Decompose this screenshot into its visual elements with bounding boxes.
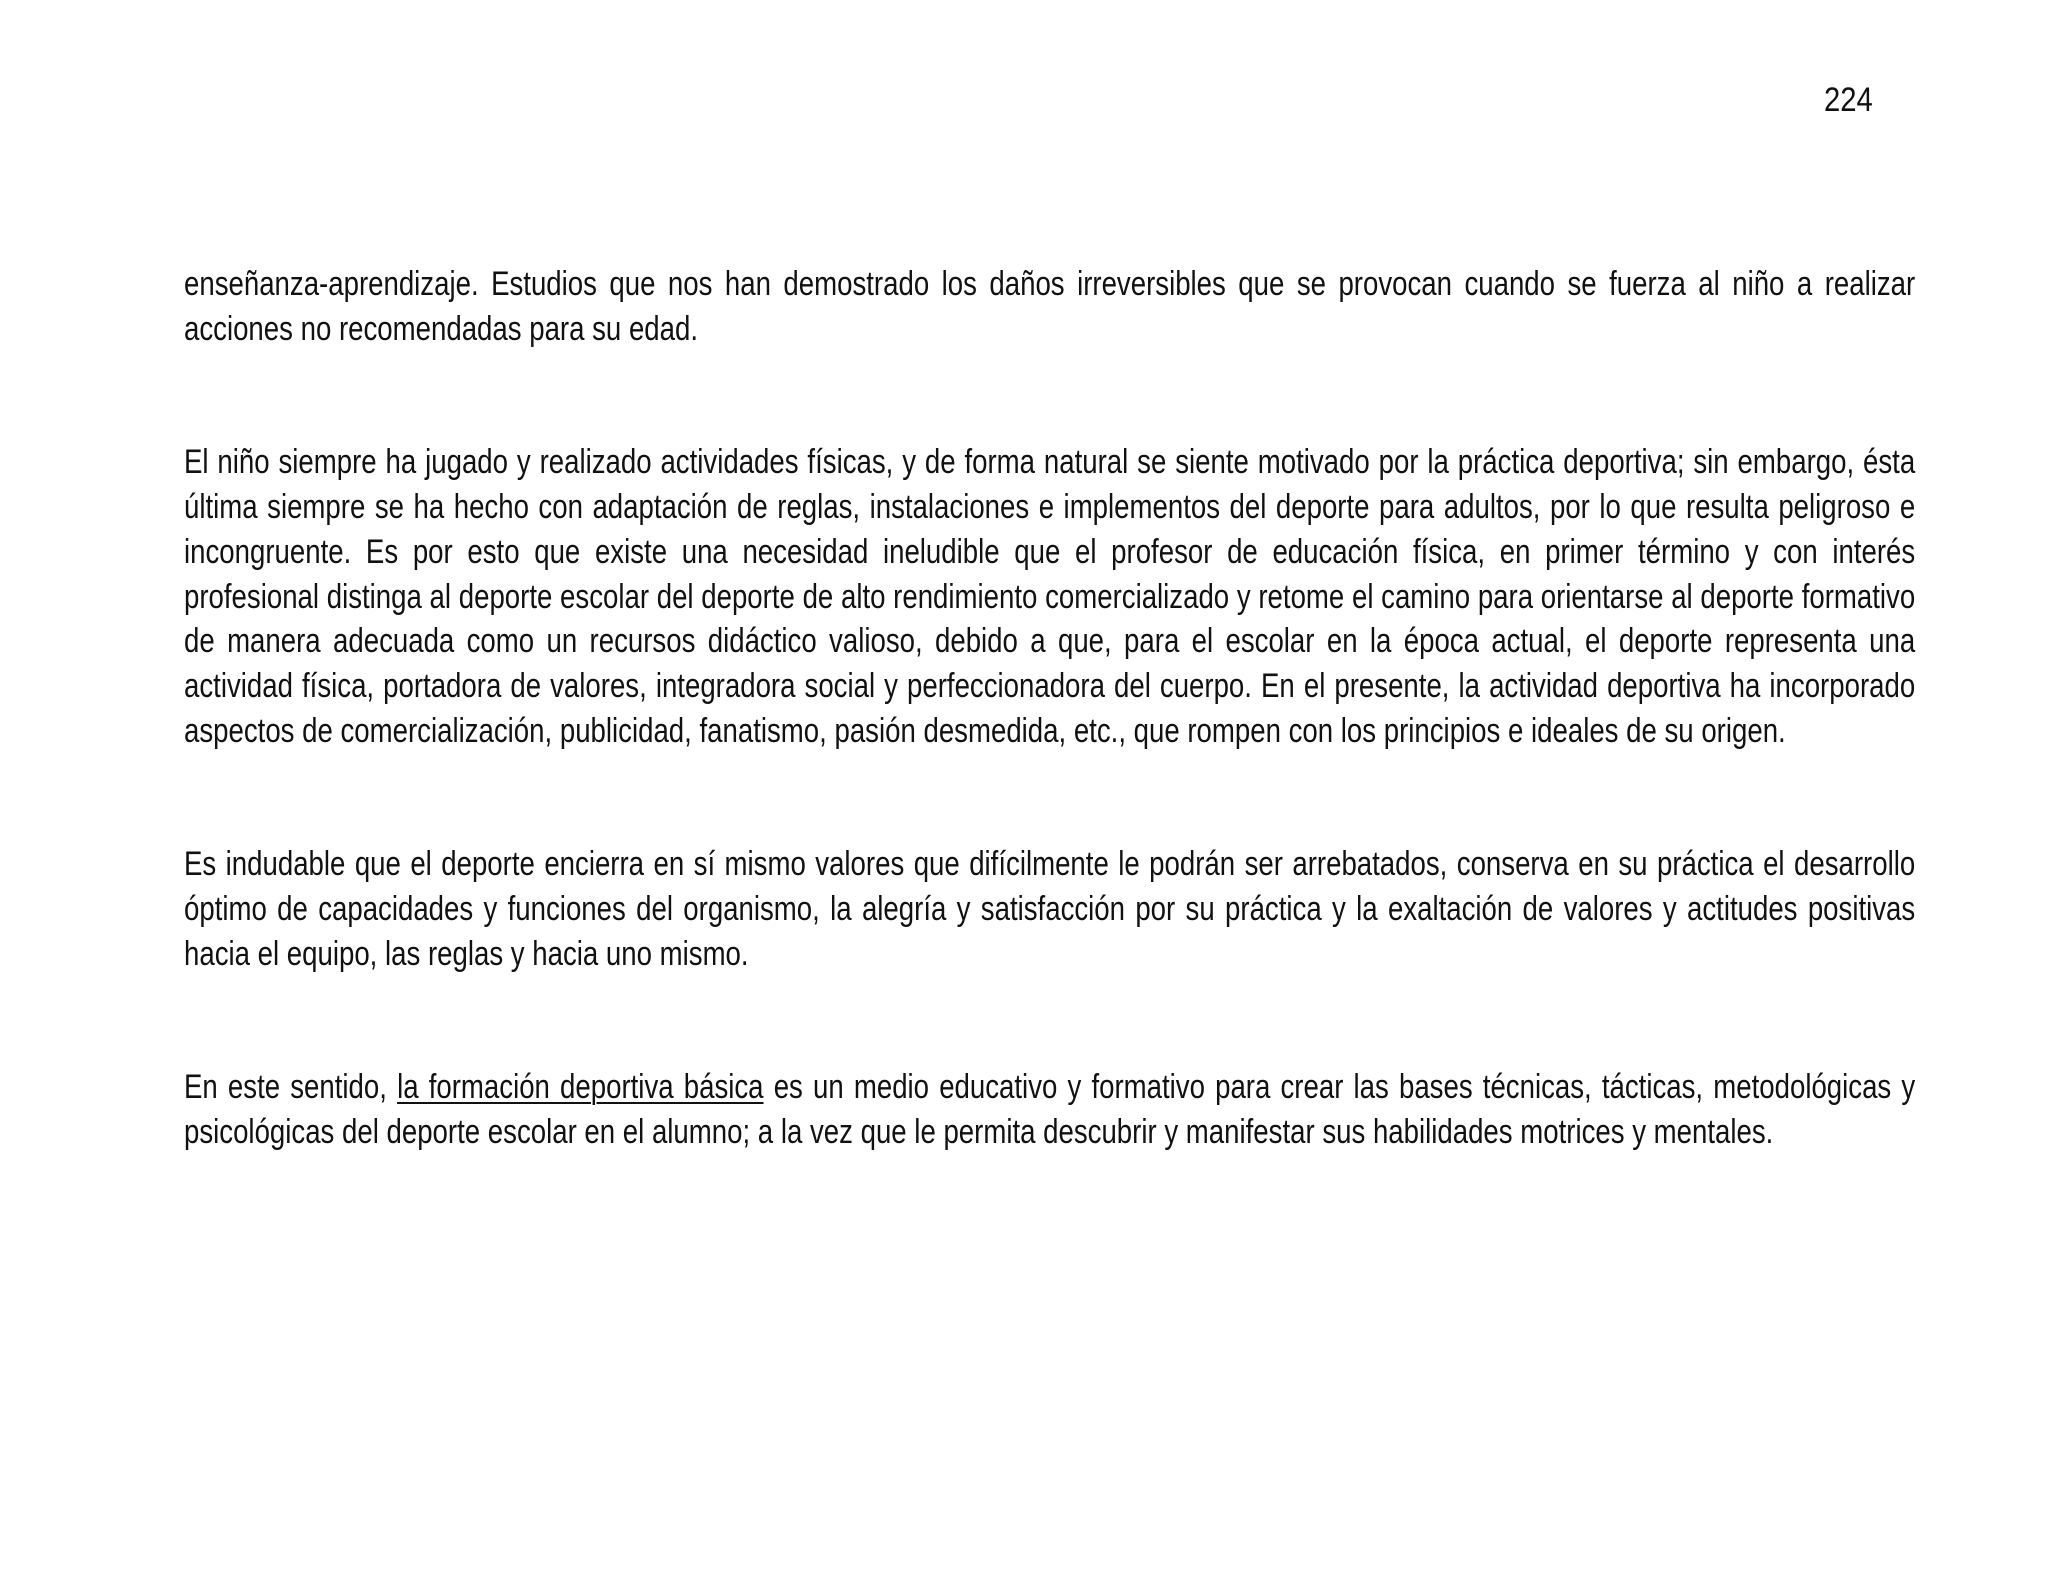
body-text bbox=[184, 262, 1915, 1155]
paragraph-2: El niño siempre ha jugado y realizado actividades físicas, y de forma natural se siente motivado por la práctica deportiva; sin embargo, ésta última siempre se ha hecho con adaptación de reglas, instalaciones e implementos del deporte para adultos, por lo que resulta peligroso e incongruente. Es por esto que existe una necesidad ineludible que el profesor de educación física, en primer término y con interés profesional distinga al deporte escolar del deporte de alto rendimiento comercializado y retome el camino para orientarse al deporte formativo de manera adecuada como un recursos didáctico valioso, debido a que, para el escolar en la época actual, el deporte representa una actividad física, portadora de valores, integradora social y perfeccionadora del cuerpo. En el presente, la actividad deportiva ha incorporado aspectos de comercialización, publicidad, fanatismo, pasión desmedida, etc., que rompen con los principios e ideales de su origen. bbox=[184, 443, 1916, 750]
paragraph-1: enseñanza-aprendizaje. Estudios que nos han demostrado los daños irreversibles que se provocan cuando se fuerza al niño a realizar acciones no recomendadas para su edad. bbox=[184, 265, 1916, 348]
paragraph-4 bbox=[184, 1065, 1915, 1154]
page-number: 224 bbox=[1824, 81, 1873, 119]
paragraph-3: Es indudable que el deporte encierra en sí mismo valores que difícilmente le podrán ser arrebatados, conserva en su práctica el desarrollo óptimo de capacidades y funciones del organismo, la alegría y satisfacción por su práctica y la exaltación de valores y actitudes positivas hacia el equipo, las reglas y hacia uno mismo. bbox=[184, 845, 1916, 973]
paragraph-4-rest: es un medio educativo y formativo para crear las bases técnicas, tácticas, metodológicas y psicológicas del deporte escolar en el alumno; a la vez que le permita descubrir y manifestar sus habilidades motrices y mentales. bbox=[184, 1068, 1916, 1152]
paragraph-4-lead: En este sentido, bbox=[184, 1068, 398, 1107]
underlined-term: la formación deportiva básica bbox=[397, 1068, 764, 1107]
